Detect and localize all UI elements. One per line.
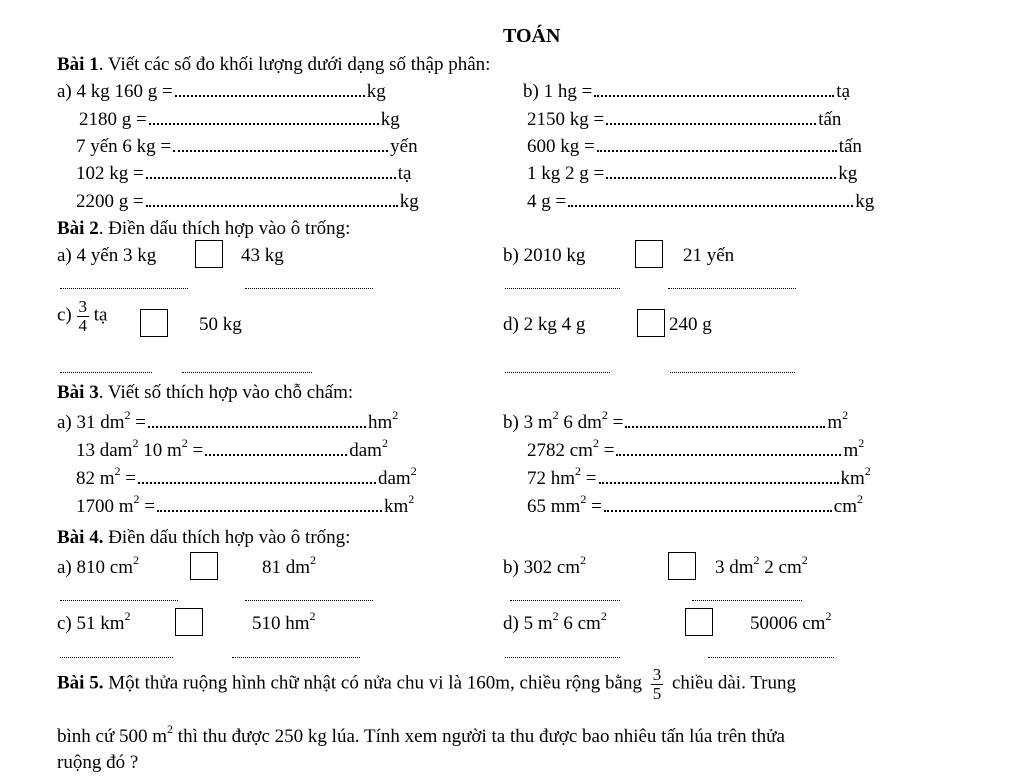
answer-line[interactable] bbox=[232, 657, 360, 658]
bai2-label: Bài 2 bbox=[57, 218, 99, 239]
bai3-label: Bài 3 bbox=[57, 382, 99, 403]
question-text: 2180 g = bbox=[79, 109, 147, 130]
bai2-a-left: a) 4 yến 3 kg bbox=[57, 245, 157, 266]
bai5-line1 bbox=[57, 666, 796, 703]
compare-box[interactable] bbox=[140, 309, 168, 337]
exponent: 2 bbox=[381, 435, 388, 450]
answer-blank[interactable] bbox=[594, 93, 834, 97]
question-text: 3 dm bbox=[715, 557, 754, 578]
exponent: 2 bbox=[133, 491, 140, 506]
exponent: 2 bbox=[392, 407, 399, 422]
bai3-b3 bbox=[527, 463, 871, 489]
question-text: 1700 m bbox=[76, 496, 134, 517]
answer-line[interactable] bbox=[510, 600, 620, 601]
bai1-b3 bbox=[527, 137, 862, 156]
bai3-a2 bbox=[76, 435, 388, 461]
answer-line[interactable] bbox=[60, 657, 173, 658]
question-text: 82 m bbox=[76, 468, 115, 489]
question-text: 10 m bbox=[138, 440, 182, 461]
equals: = bbox=[607, 412, 624, 433]
bai2-d-left: d) 2 kg 4 g bbox=[503, 314, 586, 335]
bai5-text: Một thửa ruộng hình chữ nhật có nửa chu vi là 160m, chiều rộng bằng bbox=[103, 672, 642, 694]
equals: = bbox=[586, 496, 602, 517]
answer-line[interactable] bbox=[505, 372, 610, 373]
exponent: 2 bbox=[310, 552, 317, 567]
bai3-b2 bbox=[527, 435, 865, 461]
exponent: 2 bbox=[858, 435, 865, 450]
bai1-prompt: . Viết các số đo khối lượng dưới dạng số thập phân: bbox=[98, 54, 491, 75]
unit-text: m bbox=[827, 412, 843, 433]
question-text: d) 5 m bbox=[503, 613, 553, 634]
bai2-b-left: b) 2010 kg bbox=[503, 245, 586, 266]
answer-line[interactable] bbox=[245, 600, 373, 601]
bai4-label: Bài 4. bbox=[57, 527, 104, 548]
answer-line[interactable] bbox=[692, 600, 802, 601]
exponent: 2 bbox=[552, 608, 559, 623]
equals: = bbox=[139, 496, 155, 517]
unit-text: m bbox=[843, 440, 859, 461]
bai5-line2 bbox=[57, 721, 785, 747]
question-text: b) 302 cm bbox=[503, 557, 581, 578]
answer-line[interactable] bbox=[60, 372, 152, 373]
question-text: 2 cm bbox=[759, 557, 802, 578]
exponent: 2 bbox=[842, 407, 849, 422]
bai1-a3 bbox=[76, 137, 418, 156]
bai4-d-left bbox=[503, 608, 607, 634]
answer-blank[interactable] bbox=[149, 121, 379, 125]
bai4-d-right bbox=[750, 608, 832, 634]
exponent: 2 bbox=[114, 463, 121, 478]
exponent: 2 bbox=[132, 552, 139, 567]
bai1-a5 bbox=[76, 192, 419, 211]
answer-line[interactable] bbox=[708, 657, 834, 658]
exponent: 2 bbox=[801, 552, 808, 567]
numerator: 3 bbox=[652, 665, 662, 684]
bai2-a-right: 43 kg bbox=[241, 245, 284, 266]
bai3-b1 bbox=[503, 407, 849, 433]
exponent: 2 bbox=[132, 435, 139, 450]
unit-text: tạ bbox=[93, 304, 108, 326]
bai4-b-left bbox=[503, 552, 587, 578]
question-text: 7 yến 6 kg = bbox=[76, 136, 172, 157]
answer-line[interactable] bbox=[505, 657, 620, 658]
unit-text: cm bbox=[833, 496, 857, 517]
bai5-text: bình cứ 500 m bbox=[57, 726, 168, 747]
exponent: 2 bbox=[167, 721, 174, 736]
bai5-label: Bài 5. bbox=[57, 672, 104, 694]
unit-text: yến bbox=[390, 136, 418, 157]
bai1-a1 bbox=[57, 82, 386, 101]
exponent: 2 bbox=[552, 407, 559, 422]
question-text: a) 31 dm bbox=[57, 412, 125, 433]
answer-line[interactable] bbox=[60, 600, 178, 601]
answer-blank[interactable] bbox=[625, 424, 825, 428]
answer-blank[interactable] bbox=[146, 203, 398, 207]
denominator: 4 bbox=[78, 315, 88, 335]
exponent: 2 bbox=[580, 491, 587, 506]
equals: = bbox=[598, 440, 615, 461]
bai2-b-right: 21 yến bbox=[683, 245, 735, 266]
equals: = bbox=[120, 468, 136, 489]
unit-text: dam bbox=[349, 440, 382, 461]
answer-blank[interactable] bbox=[606, 175, 836, 179]
compare-box[interactable] bbox=[190, 552, 218, 580]
answer-blank[interactable] bbox=[148, 424, 366, 428]
compare-box[interactable] bbox=[635, 240, 663, 268]
unit-text: dam bbox=[378, 468, 411, 489]
unit-text: kg bbox=[380, 109, 400, 130]
bai3-heading bbox=[57, 383, 353, 402]
question-text: b) 1 hg = bbox=[523, 81, 593, 102]
answer-blank[interactable] bbox=[606, 121, 816, 125]
exponent: 2 bbox=[408, 491, 415, 506]
bai4-a-left bbox=[57, 552, 139, 578]
compare-box[interactable] bbox=[685, 608, 713, 636]
question-text: 65 mm bbox=[527, 496, 581, 517]
bai3-b4 bbox=[527, 491, 863, 517]
answer-blank[interactable] bbox=[568, 203, 853, 207]
question-text: 6 cm bbox=[558, 613, 601, 634]
bai1-a4 bbox=[76, 164, 411, 183]
question-text: 6 dm bbox=[558, 412, 602, 433]
question-text: 13 dam bbox=[76, 440, 133, 461]
bai5-text: chiều dài. Trung bbox=[671, 672, 796, 694]
question-text: 72 hm bbox=[527, 468, 576, 489]
answer-blank[interactable] bbox=[138, 480, 376, 484]
unit-text: km bbox=[384, 496, 409, 517]
equals: = bbox=[187, 440, 204, 461]
bai1-b4 bbox=[527, 164, 857, 183]
bai1-b5 bbox=[527, 192, 874, 211]
equals: = bbox=[130, 412, 147, 433]
question-text: 2150 kg = bbox=[527, 109, 605, 130]
unit-text: kg bbox=[838, 163, 858, 184]
answer-blank[interactable] bbox=[157, 508, 382, 512]
bai3-a3 bbox=[76, 463, 417, 489]
item-prefix: c) bbox=[57, 304, 72, 326]
bai4-b-right bbox=[715, 552, 808, 578]
unit-text: tấn bbox=[838, 136, 862, 157]
answer-blank[interactable] bbox=[175, 93, 365, 97]
question-text: a) 4 kg 160 g = bbox=[57, 81, 173, 102]
bai3-a1 bbox=[57, 407, 399, 433]
answer-line[interactable] bbox=[668, 288, 796, 289]
question-text: 4 g = bbox=[527, 191, 567, 212]
bai1-b1 bbox=[523, 82, 850, 101]
exponent: 2 bbox=[600, 608, 607, 623]
question-text: 1 kg 2 g = bbox=[527, 163, 605, 184]
unit-text: kg bbox=[855, 191, 875, 212]
exponent: 2 bbox=[825, 608, 832, 623]
exponent: 2 bbox=[124, 407, 131, 422]
exponent: 2 bbox=[575, 463, 582, 478]
exponent: 2 bbox=[181, 435, 188, 450]
unit-text: km bbox=[840, 468, 865, 489]
answer-line[interactable] bbox=[245, 288, 373, 289]
bai4-prompt: Điền dấu thích hợp vào ô trống: bbox=[103, 527, 351, 548]
compare-box[interactable] bbox=[637, 309, 665, 337]
unit-text: tạ bbox=[397, 163, 412, 184]
bai4-c-right bbox=[252, 608, 316, 634]
bai1-heading bbox=[57, 55, 490, 74]
unit-text: tạ bbox=[836, 81, 851, 102]
compare-box[interactable] bbox=[175, 608, 203, 636]
exponent: 2 bbox=[309, 608, 316, 623]
question-text: a) 810 cm bbox=[57, 557, 133, 578]
bai4-a-right bbox=[262, 552, 317, 578]
numerator: 3 bbox=[78, 297, 88, 316]
question-text: 510 hm bbox=[252, 613, 310, 634]
exponent: 2 bbox=[580, 552, 587, 567]
question-text: 81 dm bbox=[262, 557, 311, 578]
bai4-heading bbox=[57, 528, 350, 547]
fraction bbox=[651, 666, 664, 703]
unit-text: hm bbox=[368, 412, 393, 433]
compare-box[interactable] bbox=[668, 552, 696, 580]
exponent: 2 bbox=[601, 407, 608, 422]
bai1-label: Bài 1 bbox=[57, 54, 99, 75]
bai1-a2 bbox=[79, 110, 400, 129]
answer-line[interactable] bbox=[505, 288, 620, 289]
question-text: 2782 cm bbox=[527, 440, 593, 461]
answer-blank[interactable] bbox=[599, 480, 839, 484]
exponent: 2 bbox=[124, 608, 131, 623]
bai2-prompt: . Điền dấu thích hợp vào ô trống: bbox=[98, 218, 351, 239]
unit-text: kg bbox=[399, 191, 419, 212]
exponent: 2 bbox=[857, 491, 863, 506]
exponent: 2 bbox=[753, 552, 760, 567]
bai2-d-right: 240 g bbox=[669, 314, 712, 335]
bai2-c-left bbox=[57, 298, 107, 335]
answer-blank[interactable] bbox=[146, 175, 396, 179]
equals: = bbox=[581, 468, 597, 489]
exponent: 2 bbox=[592, 435, 599, 450]
bai5-text: thì thu được 250 kg lúa. Tính xem người ta thu được bao nhiêu tấn lúa trên thửa bbox=[173, 726, 785, 747]
bai2-heading bbox=[57, 219, 350, 238]
answer-blank[interactable] bbox=[616, 452, 841, 456]
denominator: 5 bbox=[652, 683, 662, 703]
bai1-b2 bbox=[527, 110, 841, 129]
exponent: 2 bbox=[410, 463, 417, 478]
unit-text: tấn bbox=[818, 109, 842, 130]
question-text: 600 kg = bbox=[527, 136, 595, 157]
question-text: b) 3 m bbox=[503, 412, 553, 433]
bai2-c-right: 50 kg bbox=[199, 314, 242, 335]
answer-line[interactable] bbox=[60, 288, 188, 289]
bai5-line3: ruộng đó ? bbox=[57, 752, 139, 773]
bai4-c-left bbox=[57, 608, 131, 634]
answer-line[interactable] bbox=[670, 372, 795, 373]
answer-blank[interactable] bbox=[173, 148, 388, 152]
answer-blank[interactable] bbox=[205, 452, 347, 456]
answer-blank[interactable] bbox=[597, 148, 837, 152]
fraction bbox=[77, 298, 90, 335]
page-title: TOÁN bbox=[503, 25, 561, 47]
question-text: 2200 g = bbox=[76, 191, 144, 212]
compare-box[interactable] bbox=[195, 240, 223, 268]
unit-text: kg bbox=[366, 81, 386, 102]
bai3-prompt: . Viết số thích hợp vào chỗ chấm: bbox=[98, 382, 354, 403]
question-text: c) 51 km bbox=[57, 613, 125, 634]
bai3-a4 bbox=[76, 491, 415, 517]
exponent: 2 bbox=[864, 463, 871, 478]
question-text: 102 kg = bbox=[76, 163, 144, 184]
question-text: 50006 cm bbox=[750, 613, 826, 634]
answer-line[interactable] bbox=[182, 372, 312, 373]
answer-blank[interactable] bbox=[604, 508, 832, 512]
